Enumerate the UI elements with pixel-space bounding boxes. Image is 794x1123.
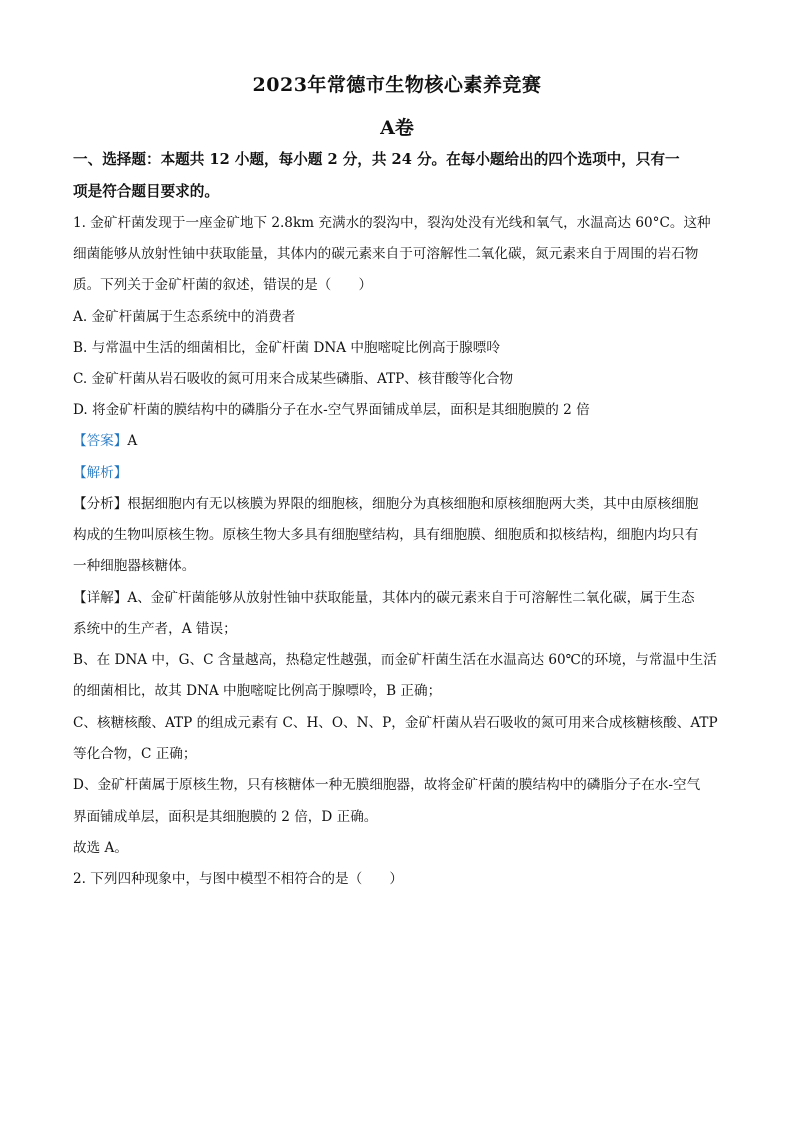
- xiangjie-text-7: D、金矿杆菌属于原核生物，只有核糖体一种无膜细胞器，故将金矿杆菌的膜结构中的磷脂分子在水-空气: [73, 777, 701, 793]
- page-subtitle: A卷: [380, 117, 414, 139]
- question-1-option-c: C. 金矿杆菌从岩石吸收的氮可用来合成某些磷脂、ATP、核苷酸等化合物: [73, 371, 514, 387]
- xiangjie-text-1: A、金矿杆菌能够从放射性铀中获取能量，其体内的碳元素来自于可溶解性二氧化碳，属于生态: [127, 590, 695, 606]
- answer-tag: 【答案】: [73, 433, 128, 449]
- page-title: 2023年常德市生物核心素养竞赛: [252, 74, 542, 96]
- fenxi-tag: 【分析】: [73, 496, 128, 512]
- question-2-stem: 2. 下列四种现象中，与图中模型不相符合的是（ ）: [73, 871, 403, 887]
- answer-line: [73, 431, 137, 451]
- analysis-line: [73, 463, 127, 483]
- fenxi-line-1: [73, 494, 698, 514]
- section-heading-line-2: 项是符合题目要求的。: [73, 183, 219, 200]
- xiangjie-text-4: 的细菌相比，故其 DNA 中胞嘧啶比例高于腺嘌呤，B 正确；: [73, 683, 442, 699]
- answer-value: A: [127, 433, 138, 449]
- xiangjie-text-5: C、核糖核酸、ATP 的组成元素有 C、H、O、N、P，金矿杆菌从岩石吸收的氮可用来合成核糖核酸、ATP: [73, 715, 718, 731]
- analysis-tag: 【解析】: [73, 465, 128, 481]
- question-1-option-a: A. 金矿杆菌属于生态系统中的消费者: [73, 309, 296, 325]
- fenxi-text-3: 一种细胞器核糖体。: [73, 558, 196, 574]
- fenxi-text-1: 根据细胞内有无以核膜为界限的细胞核，细胞分为真核细胞和原核细胞两大类，其中由原核细胞: [127, 496, 699, 512]
- xiangjie-text-3: B、在 DNA 中，G、C 含量越高，热稳定性越强，而金矿杆菌生活在水温高达 60℃的环境，与常温中生活: [73, 652, 717, 668]
- xiangjie-text-6: 等化合物，C 正确；: [73, 746, 197, 762]
- question-1-stem-line-3: 质。下列关于金矿杆菌的叙述，错误的是（ ）: [73, 277, 373, 293]
- xiangjie-conclusion: 故选 A。: [73, 840, 128, 856]
- fenxi-text-2: 构成的生物叫原核生物。原核生物大多具有细胞壁结构，具有细胞膜、细胞质和拟核结构，细胞内均只有: [73, 527, 699, 543]
- xiangjie-line-1: [73, 588, 695, 608]
- question-1-option-d: D. 将金矿杆菌的膜结构中的磷脂分子在水-空气界面铺成单层，面积是其细胞膜的 2 倍: [73, 402, 590, 418]
- section-heading-line-1: 一、选择题：本题共 12 小题，每小题 2 分，共 24 分。在每小题给出的四个选项中，只有一: [73, 151, 680, 168]
- xiangjie-tag: 【详解】: [73, 590, 128, 606]
- question-1-stem-line-2: 细菌能够从放射性铀中获取能量，其体内的碳元素来自于可溶解性二氧化碳，氮元素来自于周围的岩石物: [73, 246, 699, 262]
- question-1-stem-line-1: 1. 金矿杆菌发现于一座金矿地下 2.8km 充满水的裂沟中，裂沟处没有光线和氧气，水温高达 60°C。这种: [73, 215, 711, 231]
- xiangjie-text-8: 界面铺成单层，面积是其细胞膜的 2 倍，D 正确。: [73, 809, 378, 825]
- question-1-option-b: B. 与常温中生活的细菌相比，金矿杆菌 DNA 中胞嘧啶比例高于腺嘌呤: [73, 340, 500, 356]
- xiangjie-text-2: 系统中的生产者，A 错误；: [73, 621, 237, 637]
